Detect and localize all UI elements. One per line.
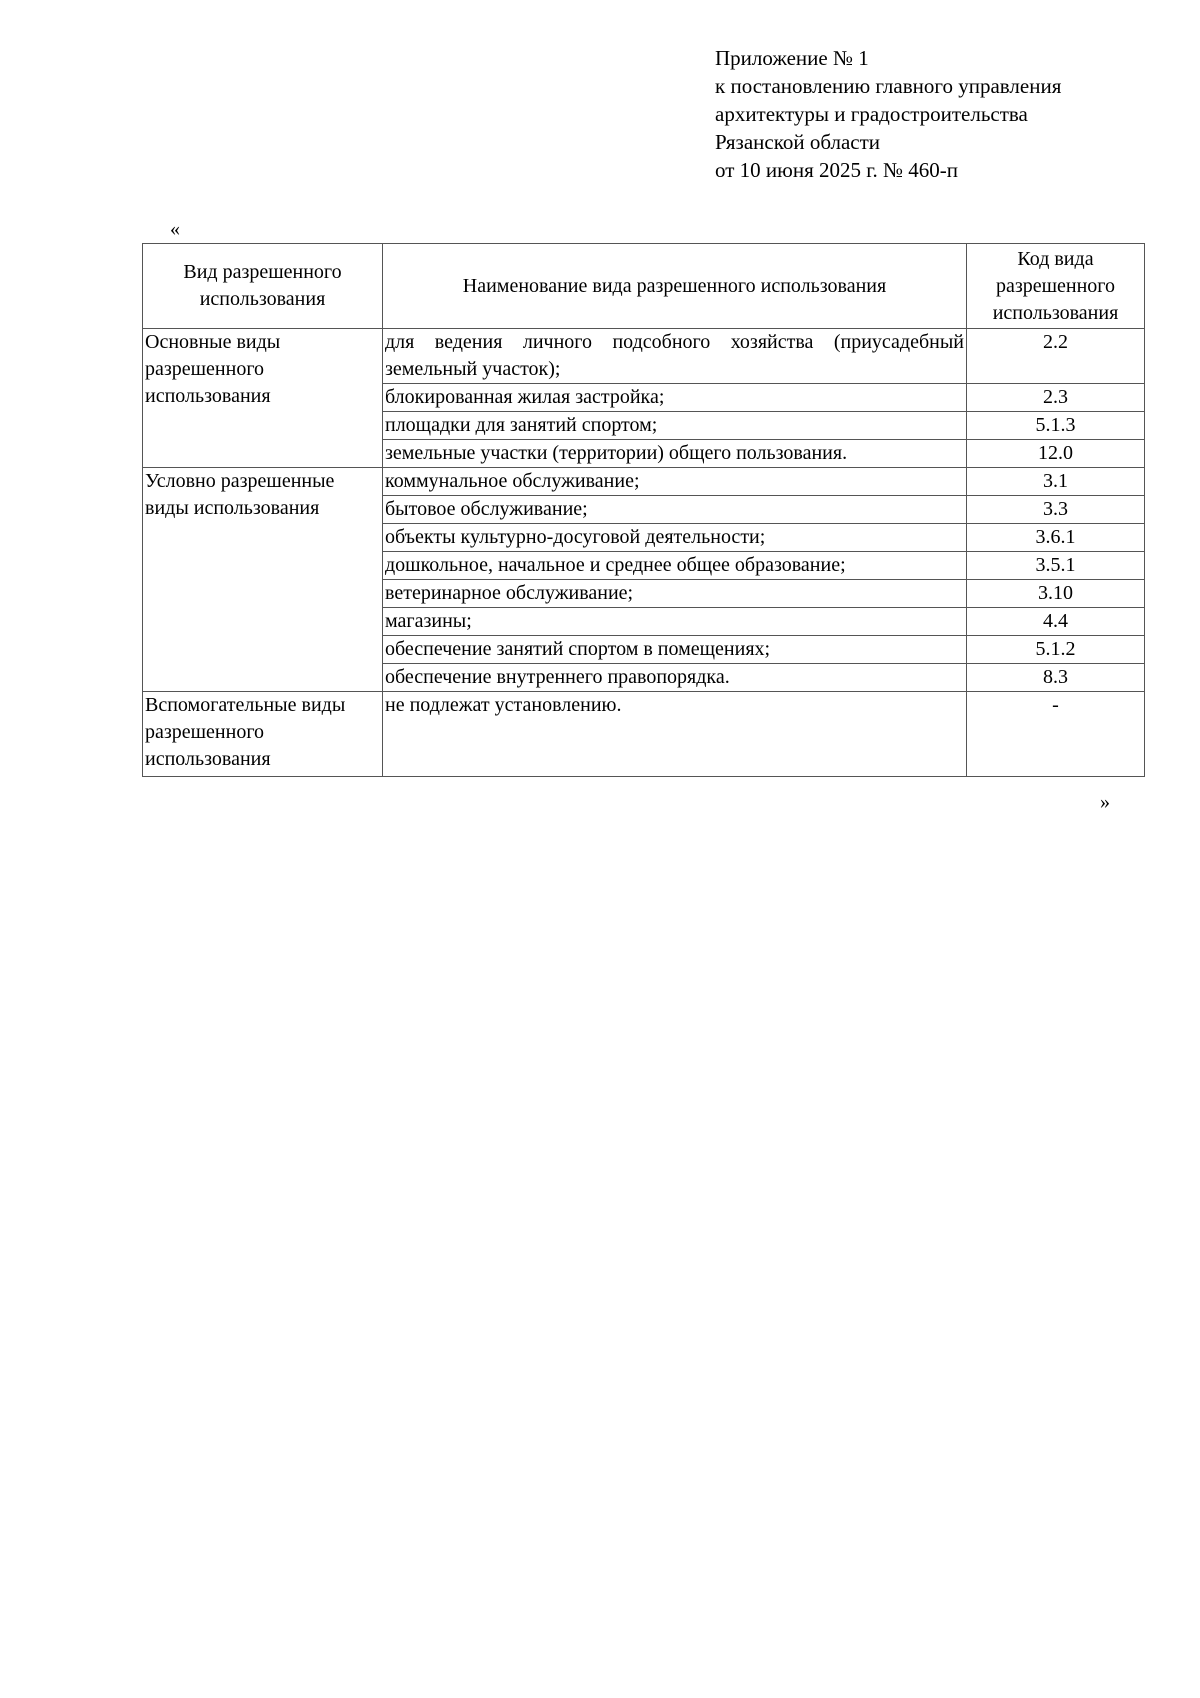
table-row <box>143 468 1145 496</box>
group-label-auxiliary: Вспомогательные виды разрешенного использования <box>143 692 383 777</box>
use-code: 3.1 <box>967 468 1145 496</box>
group-label-main: Основные виды разрешенного использования <box>143 329 383 468</box>
opening-quote: « <box>170 218 180 240</box>
use-code: 8.3 <box>967 664 1145 692</box>
permitted-use-table <box>142 243 1145 777</box>
use-code: 3.5.1 <box>967 552 1145 580</box>
appendix-line: к постановлению главного управления <box>715 74 1062 98</box>
use-code: 12.0 <box>967 440 1145 468</box>
use-name: объекты культурно-досуговой деятельности; <box>383 524 967 552</box>
header-use-type: Вид разрешенного использования <box>143 244 383 329</box>
closing-quote: » <box>1100 791 1110 813</box>
use-code: 4.4 <box>967 608 1145 636</box>
use-code: 3.3 <box>967 496 1145 524</box>
use-name: магазины; <box>383 608 967 636</box>
use-name: обеспечение внутреннего правопорядка. <box>383 664 967 692</box>
use-name: земельные участки (территории) общего пользования. <box>383 440 967 468</box>
use-name: дошкольное, начальное и среднее общее образование; <box>383 552 967 580</box>
use-code: 5.1.2 <box>967 636 1145 664</box>
table-header-row <box>143 244 1145 329</box>
use-name: обеспечение занятий спортом в помещениях; <box>383 636 967 664</box>
appendix-header <box>715 44 1061 184</box>
use-name: площадки для занятий спортом; <box>383 412 967 440</box>
use-code: 3.10 <box>967 580 1145 608</box>
use-code: 2.2 <box>967 329 1145 384</box>
header-use-name: Наименование вида разрешенного использования <box>383 244 967 329</box>
use-code: 2.3 <box>967 384 1145 412</box>
use-name: блокированная жилая застройка; <box>383 384 967 412</box>
use-name: коммунальное обслуживание; <box>383 468 967 496</box>
table-row <box>143 692 1145 777</box>
use-name: бытовое обслуживание; <box>383 496 967 524</box>
use-code: 5.1.3 <box>967 412 1145 440</box>
table-row <box>143 329 1145 384</box>
use-name: для ведения личного подсобного хозяйства (приусадебный земельный участок); <box>383 329 967 384</box>
appendix-line: от 10 июня 2025 г. № 460-п <box>715 158 958 182</box>
group-label-conditional: Условно разрешенные виды использования <box>143 468 383 692</box>
appendix-line: Приложение № 1 <box>715 46 869 70</box>
use-name: ветеринарное обслуживание; <box>383 580 967 608</box>
header-use-code: Код вида разрешенного использования <box>967 244 1145 329</box>
use-code: 3.6.1 <box>967 524 1145 552</box>
appendix-line: Рязанской области <box>715 130 881 154</box>
appendix-line: архитектуры и градостроительства <box>715 102 1028 126</box>
use-name: не подлежат установлению. <box>383 692 967 777</box>
use-code: - <box>967 692 1145 777</box>
